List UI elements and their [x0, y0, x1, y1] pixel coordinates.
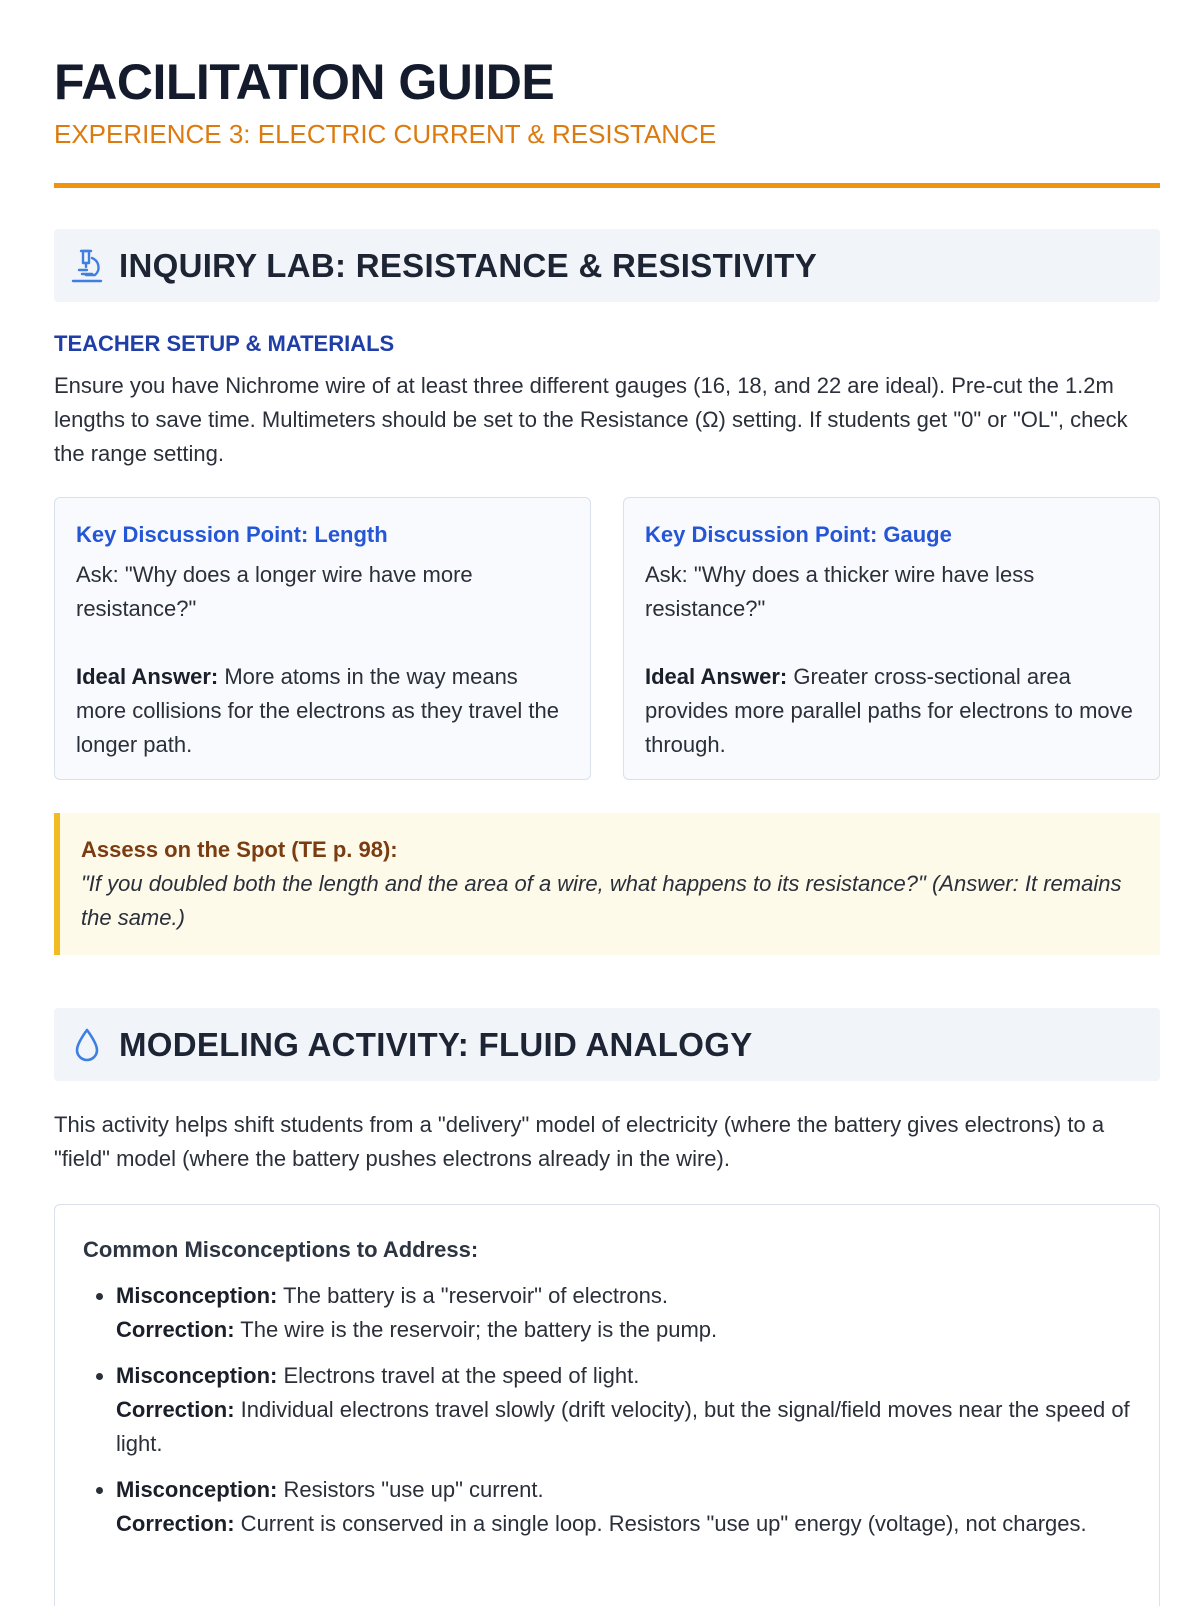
misconception-text: The battery is a "reservoir" of electrons. — [277, 1283, 668, 1308]
ideal-answer-text: More atoms in the way means more collisions for the electrons as they travel the longer path. — [76, 664, 560, 757]
misconception-text: Electrons travel at the speed of light. — [277, 1363, 640, 1388]
correction-text: Individual electrons travel slowly (drift velocity), but the signal/field moves near the speed of light. — [116, 1397, 1130, 1456]
ideal-answer-text: Greater cross-sectional area provides more parallel paths for electrons to move through. — [645, 664, 1133, 757]
correction-label: Correction: — [116, 1397, 235, 1422]
discussion-card-question: Ask: "Why does a longer wire have more resistance?" — [76, 562, 473, 621]
inquiry-lab-section-title: INQUIRY LAB: RESISTANCE & RESISTIVITY — [119, 246, 818, 284]
correction-text: Current is conserved in a single loop. Resistors "use up" energy (voltage), not charges. — [234, 1511, 1087, 1536]
ideal-answer-label: Ideal Answer: — [76, 664, 219, 689]
discussion-card-answer — [76, 660, 570, 762]
misconception-text: Resistors "use up" current. — [277, 1477, 544, 1502]
discussion-card-question: Ask: "Why does a thicker wire have less resistance?" — [645, 562, 1035, 621]
title-divider — [54, 183, 1160, 188]
assess-on-the-spot-callout — [54, 813, 1160, 955]
teacher-setup-heading: TEACHER SETUP & MATERIALS — [54, 331, 395, 356]
misconception-item — [116, 1473, 1131, 1541]
misconceptions-title: Common Misconceptions to Address: — [83, 1237, 479, 1262]
discussion-card-length — [54, 497, 591, 780]
modeling-activity-section-header — [54, 1008, 1160, 1081]
misconception-label: Misconception: — [116, 1283, 278, 1308]
microscope-icon — [69, 248, 105, 284]
correction-text: The wire is the reservoir; the battery is the pump. — [234, 1317, 718, 1342]
modeling-activity-section-title: MODELING ACTIVITY: FLUID ANALOGY — [119, 1025, 753, 1063]
inquiry-lab-section-header — [54, 229, 1160, 302]
discussion-card-title: Key Discussion Point: Gauge — [645, 522, 952, 547]
correction-label: Correction: — [116, 1317, 235, 1342]
assess-title: Assess on the Spot (TE p. 98): — [81, 837, 398, 862]
misconception-label: Misconception: — [116, 1477, 278, 1502]
modeling-activity-intro: This activity helps shift students from a "delivery" model of electricity (where the battery gives electrons) to a "field" model (where the battery pushes electrons already in the wire). — [54, 1112, 1105, 1171]
misconceptions-list — [83, 1279, 1131, 1541]
correction-label: Correction: — [116, 1511, 235, 1536]
teacher-setup-text: Ensure you have Nichrome wire of at least three different gauges (16, 18, and 22 are ideal). Pre-cut the 1.2m lengths to save time. Multimeters should be set to the Resistance (Ω) setting. If students get "0" or "OL", check the range setting. — [54, 373, 1128, 466]
page-subtitle: EXPERIENCE 3: ELECTRIC CURRENT & RESISTANCE — [54, 119, 717, 149]
assess-question: "If you doubled both the length and the area of a wire, what happens to its resistance?" (Answer: It remains the same.) — [81, 871, 1122, 930]
page-title: FACILITATION GUIDE — [54, 54, 555, 110]
misconception-label: Misconception: — [116, 1363, 278, 1388]
misconception-item — [116, 1359, 1131, 1461]
ideal-answer-label: Ideal Answer: — [645, 664, 788, 689]
misconceptions-box — [54, 1204, 1160, 1606]
discussion-card-answer — [645, 660, 1139, 762]
water-drop-icon — [69, 1027, 105, 1063]
misconception-item — [116, 1279, 1131, 1347]
discussion-card-gauge — [623, 497, 1160, 780]
discussion-card-title: Key Discussion Point: Length — [76, 522, 388, 547]
